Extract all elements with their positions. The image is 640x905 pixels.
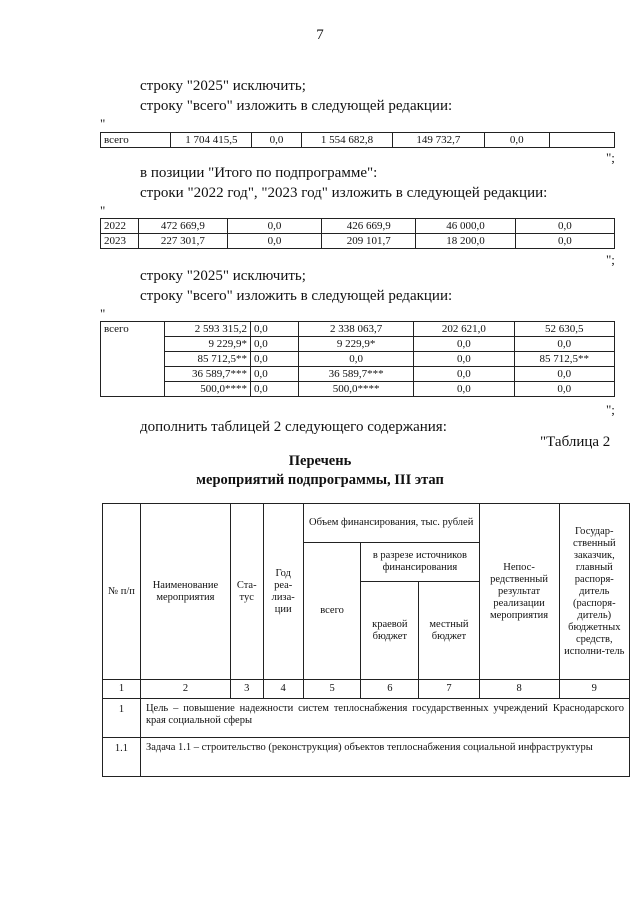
table-cell: 500,0****: [299, 382, 414, 397]
table2: [102, 503, 630, 777]
header-year: Год реа-лиза-ции: [263, 504, 303, 680]
table-cell: 9 229,9*: [299, 337, 414, 352]
table-cell: 472 669,9: [138, 219, 227, 234]
text-line: строку "2025" исключить;: [140, 268, 306, 284]
table-cell: 1 554 682,8: [301, 133, 392, 148]
table-cell: 209 101,7: [322, 234, 416, 249]
table-cell: 0,0: [414, 352, 514, 367]
table-cell: 0,0: [514, 367, 615, 382]
header-total: всего: [303, 543, 360, 680]
table-cell: 18 200,0: [416, 234, 515, 249]
col-number: 2: [140, 680, 230, 699]
table-cell: 0,0: [251, 367, 299, 382]
header-regional: краевой бюджет: [361, 582, 419, 680]
table-cell: 2 338 063,7: [299, 322, 414, 337]
table-row: [101, 234, 615, 249]
table-row: [103, 699, 630, 738]
table-cell: [549, 133, 614, 148]
open-quote: ": [100, 306, 106, 321]
open-quote: ": [100, 116, 106, 131]
col-number: 3: [230, 680, 263, 699]
table-cell: 0,0: [414, 382, 514, 397]
table-cell: 0,0: [227, 219, 321, 234]
table-row: [101, 352, 615, 367]
text-line: строку "2025" исключить;: [140, 78, 306, 94]
table-cell: 2022: [101, 219, 139, 234]
table-cell: 0,0: [227, 234, 321, 249]
table-cell: 0,0: [251, 352, 299, 367]
header-local: местный бюджет: [419, 582, 479, 680]
header-by-source: в разрезе источников финансирования: [361, 543, 479, 582]
end-mark: ";: [606, 252, 615, 267]
text-line: в позиции "Итого по подпрограмме":: [140, 165, 378, 181]
table-cell: 1 704 415,5: [171, 133, 252, 148]
table-row: [103, 738, 630, 777]
table-cell: 0,0: [414, 367, 514, 382]
open-quote: ": [100, 203, 106, 218]
table-cell: 202 621,0: [414, 322, 514, 337]
table-cell: 0,0: [484, 133, 549, 148]
text-line: строку "всего" изложить в следующей редакции:: [140, 98, 453, 114]
page-number: 7: [316, 27, 324, 43]
end-mark: ";: [606, 150, 615, 165]
row-number: 1.1: [103, 738, 141, 777]
table-total-breakdown: [100, 321, 615, 397]
table-cell: 500,0****: [164, 382, 250, 397]
heading: Перечень: [288, 453, 352, 469]
table-cell: 0,0: [299, 352, 414, 367]
col-number: 7: [419, 680, 479, 699]
table-cell: 2023: [101, 234, 139, 249]
header-status: Ста-тус: [230, 504, 263, 680]
text-line: строки "2022 год", "2023 год" изложить в следующей редакции:: [140, 185, 548, 201]
table-row: [101, 367, 615, 382]
header-name: Наименование мероприятия: [140, 504, 230, 680]
col-number: 5: [303, 680, 360, 699]
subheading: мероприятий подпрограммы, III этап: [196, 472, 444, 488]
table-cell: 0,0: [514, 382, 615, 397]
row-text: Задача 1.1 – строительство (реконструкция) объектов теплоснабжения социальной инфраструктуры: [140, 738, 629, 777]
table-row: [103, 504, 630, 543]
table-total-row: [100, 132, 615, 148]
col-number: 4: [263, 680, 303, 699]
col-number: 1: [103, 680, 141, 699]
text-line: строку "всего" изложить в следующей редакции:: [140, 288, 453, 304]
table-label: "Таблица 2: [540, 434, 611, 450]
table-cell: 2 593 315,2: [164, 322, 250, 337]
table-row: [101, 133, 615, 148]
col-number: 9: [559, 680, 629, 699]
header-volume: Объем финансирования, тыс. рублей: [303, 504, 479, 543]
table-cell: 36 589,7***: [299, 367, 414, 382]
table-cell: 0,0: [514, 337, 615, 352]
table-cell: 426 669,9: [322, 219, 416, 234]
table-row: [101, 322, 615, 337]
table-cell: 46 000,0: [416, 219, 515, 234]
col-number: 6: [361, 680, 419, 699]
table-cell: 0,0: [414, 337, 514, 352]
table-cell: 0,0: [515, 234, 614, 249]
table-cell: 0,0: [252, 133, 301, 148]
table-cell: всего: [101, 133, 171, 148]
table-cell: 0,0: [251, 382, 299, 397]
table-cell: 227 301,7: [138, 234, 227, 249]
text-line: дополнить таблицей 2 следующего содержания:: [140, 419, 447, 435]
table-cell: 0,0: [515, 219, 614, 234]
end-mark: ";: [606, 402, 615, 417]
table-cell: 85 712,5**: [514, 352, 615, 367]
table-cell: 52 630,5: [514, 322, 615, 337]
table-cell: 149 732,7: [393, 133, 484, 148]
table-years: [100, 218, 615, 249]
table-cell: всего: [101, 322, 165, 397]
header-customer: Государ-ственный заказчик, главный распоря-дитель (распоря-дитель) бюджетных средств, исполни-тель: [559, 504, 629, 680]
col-number: 8: [479, 680, 559, 699]
table-cell: 36 589,7***: [164, 367, 250, 382]
table-cell: 0,0: [251, 322, 299, 337]
table-row: [101, 337, 615, 352]
header-num: № п/п: [103, 504, 141, 680]
row-number: 1: [103, 699, 141, 738]
table-cell: 9 229,9*: [164, 337, 250, 352]
table-cell: 0,0: [251, 337, 299, 352]
table-row: [103, 680, 630, 699]
header-result: Непос-редственный результат реализации мероприятия: [479, 504, 559, 680]
table-row: [101, 219, 615, 234]
row-text: Цель – повышение надежности систем теплоснабжения государственных учреждений Краснодарского края социальной сферы: [140, 699, 629, 738]
table-cell: 85 712,5**: [164, 352, 250, 367]
table-row: [101, 382, 615, 397]
